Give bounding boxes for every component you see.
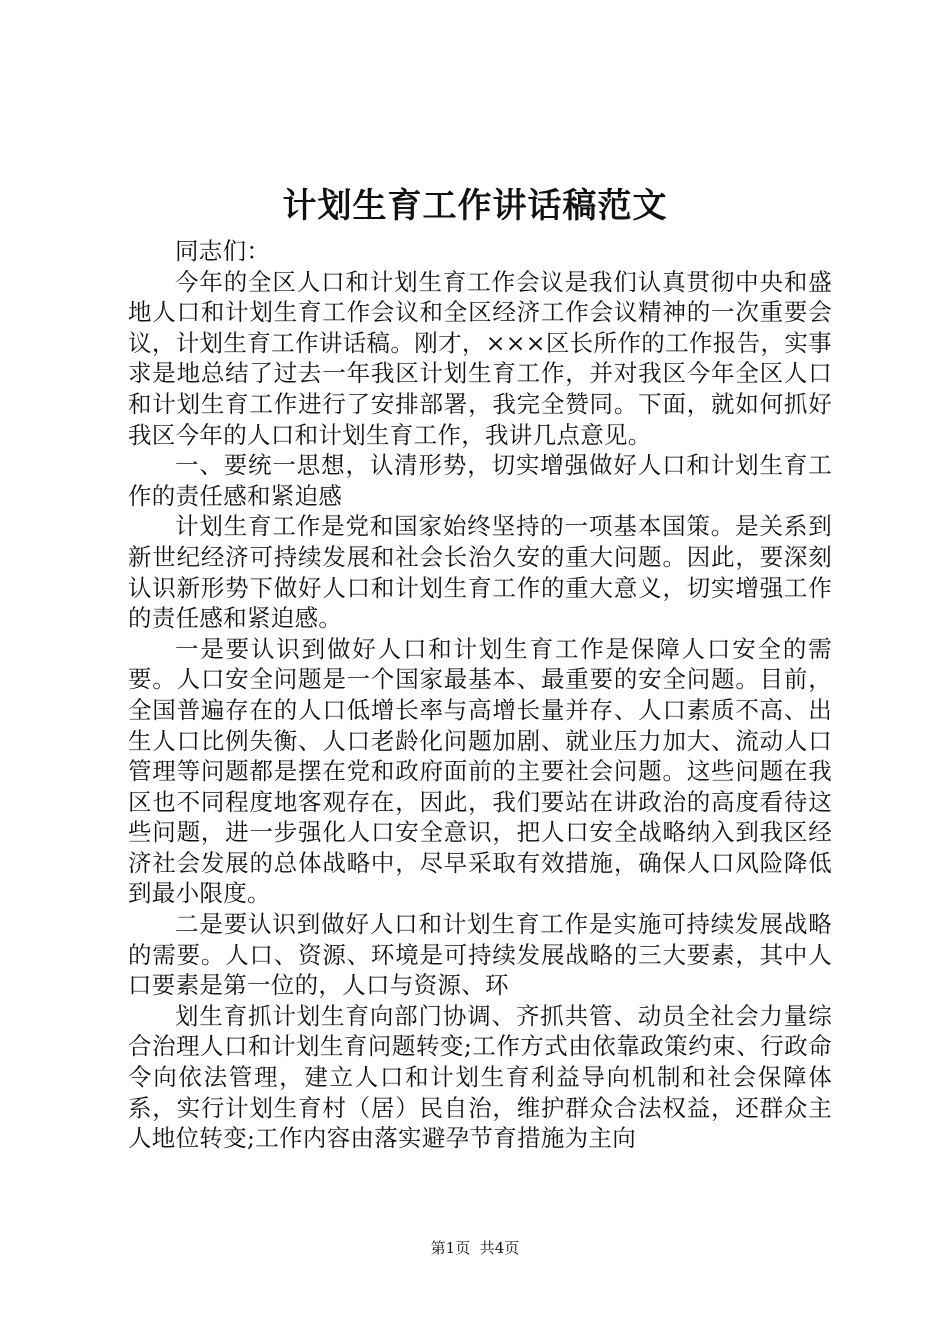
body-paragraph: 今年的全区人口和计划生育工作会议是我们认真贯彻中央和盛地人口和计划生育工作会议和全区经济工作会议精神的一次重要会议，计划生育工作讲话稿。刚才，×××区长所作的工作报告，实事求是地总结了过去一年我区计划生育工作，并对我区今年全区人口和计划生育工作进行了安排部署，我完全赞同。下面，就如何抓好我区今年的人口和计划生育工作，我讲几点意见。 — [128, 267, 832, 449]
body-paragraph: 二是要认识到做好人口和计划生育工作是实施可持续发展战略的需要。人口、资源、环境是可持续发展战略的三大要素，其中人口要素是第一位的，人口与资源、环 — [128, 910, 832, 1000]
document-body — [128, 236, 832, 1154]
page-footer — [0, 1238, 950, 1258]
page-number: 第1页 — [430, 1239, 471, 1257]
page-total: 共4页 — [479, 1239, 520, 1257]
body-paragraph: 划生育抓计划生育向部门协调、齐抓共管、动员全社会力量综合治理人口和计划生育问题转变;工作方式由依靠政策约束、行政命令向依法管理，建立人口和计划生育利益导向机制和社会保障体系，实行计划生育村（居）民自治，维护群众合法权益，还群众主人地位转变;工作内容由落实避孕节育措施为主向 — [128, 1001, 832, 1153]
body-paragraph: 一是要认识到做好人口和计划生育工作是保障人口安全的需要。人口安全问题是一个国家最基本、最重要的安全问题。目前，全国普遍存在的人口低增长率与高增长量并存、人口素质不高、出生人口比例失衡、人口老龄化问题加剧、就业压力加大、流动人口管理等问题都是摆在党和政府面前的主要社会问题。这些问题在我区也不同程度地客观存在，因此，我们要站在讲政治的高度看待这些问题，进一步强化人口安全意识，把人口安全战略纳入到我区经济社会发展的总体战略中，尽早采取有效措施，确保人口风险降低到最小限度。 — [128, 634, 832, 908]
document-title: 计划生育工作讲话稿范文 — [282, 186, 668, 226]
salutation: 同志们： — [175, 237, 271, 265]
body-paragraph: 计划生育工作是党和国家始终坚持的一项基本国策。是关系到新世纪经济可持续发展和社会长治久安的重大问题。因此，要深刻认识新形势下做好人口和计划生育工作的重大意义，切实增强工作的责任感和紧迫感。 — [128, 512, 832, 633]
section-heading: 一、要统一思想，认清形势，切实增强做好人口和计划生育工作的责任感和紧迫感 — [128, 451, 832, 510]
